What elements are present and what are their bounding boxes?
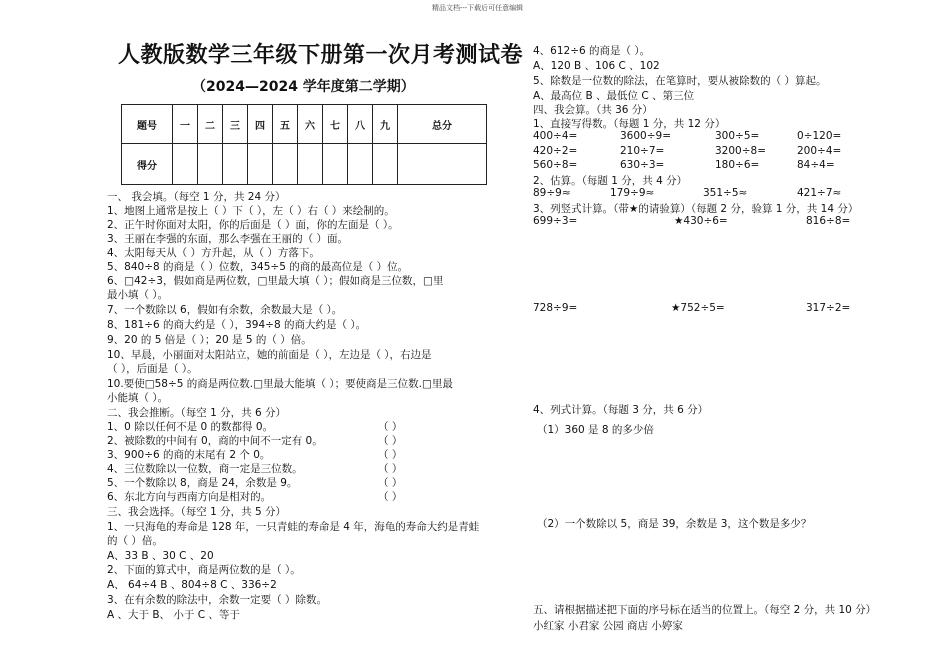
question-line: 7、一个数除以 6，假如有余数，余数最大是（ ）。 (107, 304, 343, 316)
calc-item: 0÷120= (797, 130, 842, 142)
question-line: 10、早晨，小丽面对太阳站立，她的前面是（ ），左边是（ ），右边是 (107, 349, 432, 361)
score-input-cell[interactable] (323, 144, 348, 185)
question-line: 5、840÷8 的商是（ ）位数，345÷5 的商的最高位是（ ）位。 (107, 261, 409, 273)
sub-heading: 1、直接写得数。（每题 1 分，共 12 分） (533, 118, 726, 130)
score-cell: 总分 (398, 105, 487, 144)
score-input-cell[interactable] (373, 144, 398, 185)
choice-options: A、33 B 、30 C 、20 (107, 550, 214, 562)
score-input-cell[interactable] (198, 144, 223, 185)
estimate-item: 421÷7≈ (797, 187, 842, 199)
score-input-cell[interactable] (248, 144, 273, 185)
question-line: 4、612÷6 的商是（ ）。 (533, 45, 651, 57)
calc-item: 200÷4= (797, 145, 842, 157)
judge-question: 4、三位数除以一位数，商一定是三位数。 (107, 463, 303, 475)
section-5-heading: 五、请根据描述把下面的序号标在适当的位置上。（每空 2 分，共 10 分） (533, 604, 877, 616)
judge-answer-paren[interactable]: （ ） (378, 463, 403, 475)
score-cell: 题号 (122, 105, 173, 144)
judge-question: 5、一个数除以 8，商是 24，余数是 9。 (107, 477, 298, 489)
score-cell: 五 (273, 105, 298, 144)
score-table-score-row (122, 144, 487, 185)
score-cell: 九 (373, 105, 398, 144)
question-line: 1、地图上通常是按上（ ）下（ ），左（ ）右（ ）来绘制的。 (107, 205, 395, 217)
judge-answer-paren[interactable]: （ ） (378, 491, 403, 503)
vertical-calc-item: ★752÷5= (671, 302, 725, 314)
question-line: 小能填（ ）。 (107, 392, 169, 404)
judge-question: 2、被除数的中间有 0，商的中间不一定有 0。 (107, 435, 323, 447)
question-line: 3、在有余数的除法中，余数一定要（ ）除数。 (107, 594, 328, 606)
calc-item: 180÷6= (715, 159, 760, 171)
vertical-calc-item: 728÷9= (533, 302, 578, 314)
question-line: 3、王丽在李强的东面，那么李强在王丽的（ ）面。 (107, 233, 349, 245)
calc-item: 560÷8= (533, 159, 578, 171)
choice-options: A、 64÷4 B 、804÷8 C 、336÷2 (107, 579, 277, 591)
judge-question: 3、900÷6 的商的末尾有 2 个 0。 (107, 449, 271, 461)
judge-answer-paren[interactable]: （ ） (378, 421, 403, 433)
score-input-cell[interactable] (348, 144, 373, 185)
question-line: 2、下面的算式中，商是两位数的是（ ）。 (107, 564, 301, 576)
score-cell: 七 (323, 105, 348, 144)
calc-item: 630÷3= (620, 159, 665, 171)
page-subtitle: （2024—2024 学年度第二学期） (192, 79, 415, 95)
score-cell: 六 (298, 105, 323, 144)
score-cell: 三 (223, 105, 248, 144)
score-input-cell[interactable] (173, 144, 198, 185)
question-line: 6、□42÷3，假如商是两位数，□里最大填（ ）；假如商是三位数，□里 (107, 275, 444, 287)
sub-heading: 4、列式计算。（每题 3 分，共 6 分） (533, 404, 709, 416)
choice-options: A、120 B 、106 C 、102 (533, 60, 660, 72)
calc-item: 84÷4= (797, 159, 835, 171)
question-line: 2、正午时你面对太阳，你的后面是（ ）面，你的左面是（ ）。 (107, 219, 399, 231)
score-cell: 四 (248, 105, 273, 144)
question-line: 4、太阳每天从（ ）方升起，从（ ）方落下。 (107, 247, 320, 259)
word-problem: （2）一个数除以 5，商是 39，余数是 3，这个数是多少？ (537, 518, 812, 530)
sub-heading: 3、列竖式计算。（带★的请验算）（每题 2 分，验算 1 分，共 14 分） (533, 203, 859, 215)
section-4-heading: 四、我会算。（共 36 分） (533, 104, 653, 116)
calc-item: 3200÷8= (715, 145, 766, 157)
place-list: 小红家 小君家 公园 商店 小婷家 (533, 620, 683, 632)
question-line: 最小填（ ）。 (107, 289, 169, 301)
score-cell: 二 (198, 105, 223, 144)
question-line: 的（ ）倍。 (107, 535, 163, 547)
score-cell: 一 (173, 105, 198, 144)
calc-item: 3600÷9= (620, 130, 671, 142)
score-input-cell[interactable] (398, 144, 487, 185)
score-table-header-row (122, 105, 487, 144)
score-cell: 八 (348, 105, 373, 144)
section-2-heading: 二、我会推断。（每空 1 分，共 6 分） (107, 407, 286, 419)
vertical-calc-item: 317÷2= (806, 302, 851, 314)
question-line: 1、一只海龟的寿命是 128 年，一只青蛙的寿命是 4 年，海龟的寿命大约是青蛙 (107, 521, 480, 533)
sub-heading: 2、估算。（每题 1 分，共 4 分） (533, 175, 688, 187)
vertical-calc-item: ★430÷6= (674, 215, 728, 227)
estimate-item: 89÷9≈ (533, 187, 571, 199)
choice-options: A 、大于 B、 小于 C 、等于 (107, 609, 240, 621)
question-line: （ ），后面是（ ）。 (107, 363, 198, 375)
calc-item: 300÷5= (715, 130, 760, 142)
section-3-heading: 三、我会选择。（每空 1 分，共 5 分） (107, 506, 286, 518)
score-input-cell[interactable] (273, 144, 298, 185)
vertical-calc-item: 816÷8= (806, 215, 851, 227)
calc-item: 400÷4= (533, 130, 578, 142)
vertical-calc-item: 699÷3= (533, 215, 578, 227)
word-problem: （1）360 是 8 的多少倍 (537, 424, 654, 436)
question-line: 10.要使□58÷5 的商是两位数.□里最大能填（ ）；要使商是三位数.□里最 (107, 378, 453, 390)
question-line: 8、181÷6 的商大约是（ ），394÷8 的商大约是（ ）。 (107, 319, 367, 331)
choice-options: A、最高位 B 、最低位 C 、第三位 (533, 90, 695, 102)
score-input-cell[interactable] (298, 144, 323, 185)
question-line: 9、20 的 5 倍是（ ）；20 是 5 的（ ）倍。 (107, 334, 312, 346)
watermark: 精品文档---下载后可任意编辑 (432, 4, 524, 12)
judge-question: 6、东北方向与西南方向是相对的。 (107, 491, 272, 503)
judge-answer-paren[interactable]: （ ） (378, 449, 403, 461)
judge-answer-paren[interactable]: （ ） (378, 435, 403, 447)
estimate-item: 179÷9≈ (610, 187, 655, 199)
estimate-item: 351÷5≈ (703, 187, 748, 199)
score-input-cell[interactable] (223, 144, 248, 185)
calc-item: 420÷2= (533, 145, 578, 157)
score-table (121, 104, 487, 185)
section-1-heading: 一、 我会填。（每空 1 分，共 24 分） (107, 191, 286, 203)
calc-item: 210÷7= (620, 145, 665, 157)
score-row-label: 得分 (122, 144, 173, 185)
judge-answer-paren[interactable]: （ ） (378, 477, 403, 489)
question-line: 5、除数是一位数的除法，在笔算时，要从被除数的（ ）算起。 (533, 75, 827, 87)
page-title: 人教版数学三年级下册第一次月考测试卷 (118, 43, 524, 68)
judge-question: 1、0 除以任何不是 0 的数都得 0。 (107, 421, 274, 433)
